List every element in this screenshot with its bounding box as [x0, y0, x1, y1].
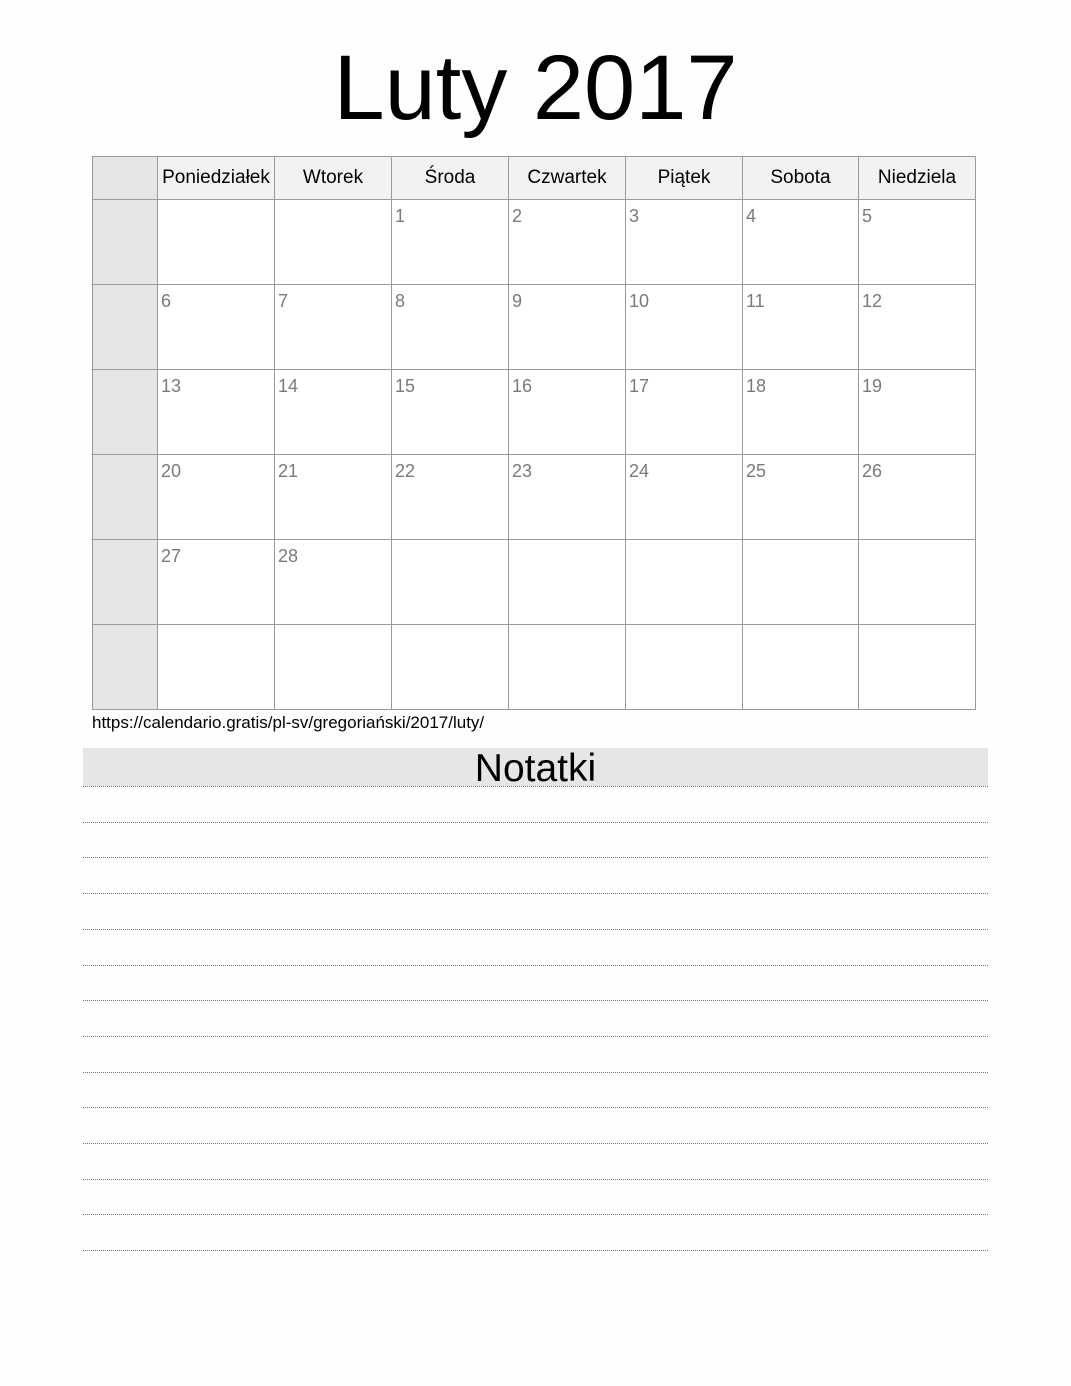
day-cell — [275, 370, 392, 455]
note-line — [83, 1143, 988, 1144]
day-cell — [859, 285, 976, 370]
day-number: 28 — [278, 546, 299, 566]
day-number: 12 — [862, 291, 883, 311]
day-number: 2 — [512, 206, 523, 226]
day-cell — [392, 540, 509, 625]
day-cell — [743, 540, 859, 625]
day-number — [743, 625, 858, 631]
week-number-cell — [93, 455, 158, 540]
day-cell — [275, 540, 392, 625]
day-number — [392, 540, 508, 546]
source-url: https://calendario.gratis/pl-sv/gregoriański/2017/luty/ — [92, 713, 485, 732]
day-number — [509, 625, 625, 631]
weekday-sunday: Niedziela — [859, 157, 976, 200]
weekday-tuesday: Wtorek — [275, 157, 392, 200]
day-cell — [509, 455, 626, 540]
note-line — [83, 893, 988, 894]
week-row — [93, 625, 976, 710]
day-number — [509, 540, 625, 546]
day-number: 16 — [512, 376, 533, 396]
note-line — [83, 1000, 988, 1001]
day-cell — [743, 285, 859, 370]
week-number-cell — [93, 285, 158, 370]
note-line — [83, 1250, 988, 1251]
day-number: 24 — [629, 461, 650, 481]
day-cell — [392, 285, 509, 370]
weekday-monday: Poniedziałek — [158, 157, 275, 200]
day-number — [275, 200, 391, 206]
day-number: 15 — [395, 376, 416, 396]
day-number — [626, 625, 742, 631]
note-line — [83, 822, 988, 823]
day-number: 6 — [161, 291, 172, 311]
week-number-cell — [93, 540, 158, 625]
day-number — [275, 625, 391, 631]
day-cell — [859, 200, 976, 285]
week-row — [93, 370, 976, 455]
day-cell — [859, 455, 976, 540]
note-line — [83, 1036, 988, 1037]
week-row — [93, 285, 976, 370]
week-row — [93, 200, 976, 285]
day-number: 26 — [862, 461, 883, 481]
weekday-thursday: Czwartek — [509, 157, 626, 200]
day-cell — [509, 370, 626, 455]
week-number-cell — [93, 625, 158, 710]
day-number: 13 — [161, 376, 182, 396]
day-cell — [743, 370, 859, 455]
day-cell — [626, 625, 743, 710]
weekday-header-row — [93, 157, 976, 200]
day-number — [158, 200, 274, 206]
day-number: 14 — [278, 376, 299, 396]
day-number: 9 — [512, 291, 523, 311]
day-cell — [158, 285, 275, 370]
note-line — [83, 1107, 988, 1108]
day-number: 7 — [278, 291, 289, 311]
day-number: 23 — [512, 461, 533, 481]
day-number: 17 — [629, 376, 650, 396]
day-cell — [158, 200, 275, 285]
note-line — [83, 857, 988, 858]
day-cell — [509, 540, 626, 625]
day-number: 21 — [278, 461, 299, 481]
week-column-header — [93, 157, 158, 200]
day-cell — [859, 540, 976, 625]
day-cell — [859, 625, 976, 710]
day-cell — [392, 200, 509, 285]
day-cell — [743, 625, 859, 710]
day-number: 5 — [862, 206, 873, 226]
day-cell — [509, 285, 626, 370]
day-cell — [509, 625, 626, 710]
day-cell — [626, 285, 743, 370]
note-line — [83, 1214, 988, 1215]
note-line — [83, 965, 988, 966]
note-line — [83, 929, 988, 930]
day-number: 19 — [862, 376, 883, 396]
day-number: 8 — [395, 291, 406, 311]
day-cell — [626, 200, 743, 285]
day-cell — [275, 200, 392, 285]
weekday-saturday: Sobota — [743, 157, 859, 200]
day-number — [158, 625, 274, 631]
day-cell — [158, 455, 275, 540]
day-cell — [158, 540, 275, 625]
day-number: 25 — [746, 461, 767, 481]
page-title: Luty 2017 — [333, 37, 738, 139]
day-number: 1 — [395, 206, 406, 226]
day-cell — [392, 455, 509, 540]
day-number: 10 — [629, 291, 650, 311]
day-number: 20 — [161, 461, 182, 481]
weekday-friday: Piątek — [626, 157, 743, 200]
day-cell — [626, 370, 743, 455]
day-cell — [509, 200, 626, 285]
week-number-cell — [93, 200, 158, 285]
day-number — [859, 625, 975, 631]
day-cell — [158, 370, 275, 455]
day-cell — [275, 285, 392, 370]
day-cell — [392, 625, 509, 710]
day-number: 22 — [395, 461, 416, 481]
day-number — [392, 625, 508, 631]
weekday-wednesday: Środa — [392, 157, 509, 200]
day-cell — [743, 455, 859, 540]
week-row — [93, 540, 976, 625]
day-number — [743, 540, 858, 546]
day-cell — [275, 625, 392, 710]
day-cell — [158, 625, 275, 710]
note-line — [83, 786, 988, 787]
day-number — [859, 540, 975, 546]
calendar-grid — [92, 156, 976, 710]
day-cell — [626, 455, 743, 540]
day-number: 18 — [746, 376, 767, 396]
day-cell — [626, 540, 743, 625]
day-number: 11 — [746, 291, 765, 311]
day-number — [626, 540, 742, 546]
day-cell — [275, 455, 392, 540]
notes-title: Notatki — [83, 748, 988, 786]
day-cell — [743, 200, 859, 285]
day-number: 3 — [629, 206, 640, 226]
day-number: 27 — [161, 546, 182, 566]
day-cell — [859, 370, 976, 455]
day-number: 4 — [746, 206, 757, 226]
day-cell — [392, 370, 509, 455]
note-line — [83, 1072, 988, 1073]
week-row — [93, 455, 976, 540]
note-line — [83, 1179, 988, 1180]
week-number-cell — [93, 370, 158, 455]
